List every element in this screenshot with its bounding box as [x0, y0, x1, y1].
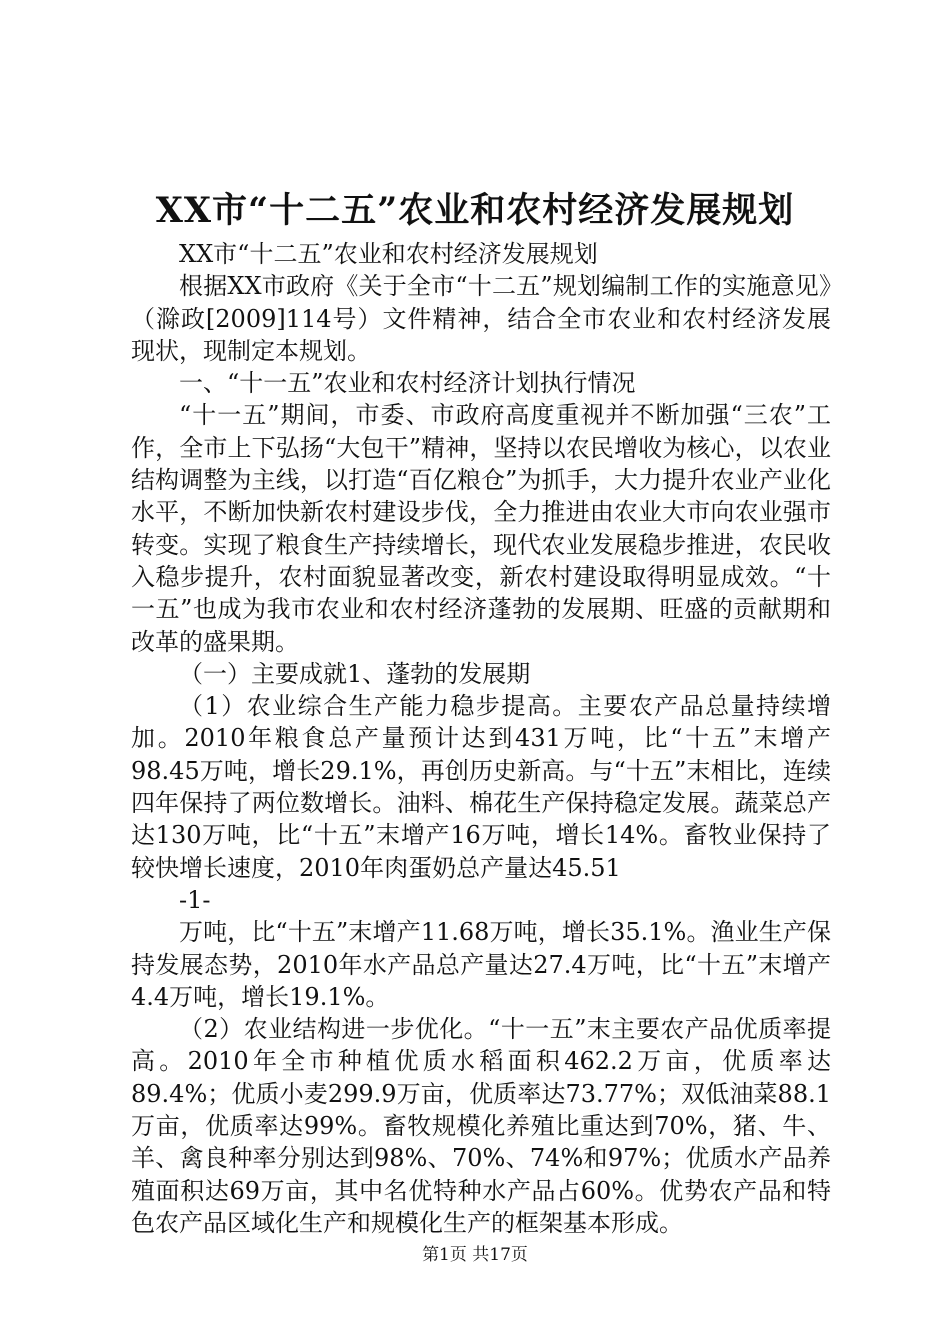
document-body: [131, 238, 831, 1239]
continuation-paragraph: 万吨，比“十五”末增产11.68万吨，增长35.1%。渔业生产保持发展态势，2010年水产品总产量达27.4万吨，比“十五”末增产4.4万吨，增长19.1%。: [131, 918, 831, 1011]
document-title: XX市“十二五”农业和农村经济发展规划: [155, 190, 795, 231]
overview-paragraph: “十一五”期间，市委、市政府高度重视并不断加强“三农”工作，全市上下弘扬“大包干”精神，坚持以农民增收为核心，以农业结构调整为主线，以打造“百亿粮仓”为抓手，大力提升农业产业化水平，不断加快新农村建设步伐，全力推进由农业大市向农业强市转变。实现了粮食生产持续增长，现代农业发展稳步推进，农民收入稳步提升，农村面貌显著改变，新农村建设取得明显成效。“十一五”也成为我市农业和农村经济蓬勃的发展期、旺盛的贡献期和改革的盛果期。: [131, 401, 831, 656]
page-footer: 第1页 共17页: [422, 1245, 528, 1265]
structure-paragraph: （2）农业结构进一步优化。“十一五”末主要农产品优质率提高。2010年全市种植优质水稻面积462.2万亩，优质率达89.4%；优质小麦299.9万亩，优质率达73.77%；双低油菜88.1万亩，优质率达99%。畜牧规模化养殖比重达到70%，猪、牛、羊、禽良种率分别达到98%、70%、74%和97%；优质水产品养殖面积达69万亩，其中名优特种水产品占60%。优势农产品和特色农产品区域化生产和规模化生产的框架基本形成。: [131, 1015, 831, 1237]
production-paragraph: （1）农业综合生产能力稳步提高。主要农产品总量持续增加。2010年粮食总产量预计达到431万吨，比“十五”末增产98.45万吨，增长29.1%，再创历史新高。与“十五”末相比，连续四年保持了两位数增长。油料、棉花生产保持稳定发展。蔬菜总产达130万吨，比“十五”末增产16万吨，增长14%。畜牧业保持了较快增长速度，2010年肉蛋奶总产量达45.51: [131, 692, 831, 882]
subtitle-paragraph: XX市“十二五”农业和农村经济发展规划: [179, 240, 598, 268]
intro-paragraph: 根据XX市政府《关于全市“十二五”规划编制工作的实施意见》（滁政[2009]114号）文件精神，结合全市农业和农村经济发展现状，现制定本规划。: [131, 272, 831, 365]
inline-page-marker: -1-: [179, 885, 211, 914]
section-heading: 一、“十一五”农业和农村经济计划执行情况: [179, 369, 636, 398]
subsection-heading: （一）主要成就1、蓬勃的发展期: [179, 659, 531, 688]
